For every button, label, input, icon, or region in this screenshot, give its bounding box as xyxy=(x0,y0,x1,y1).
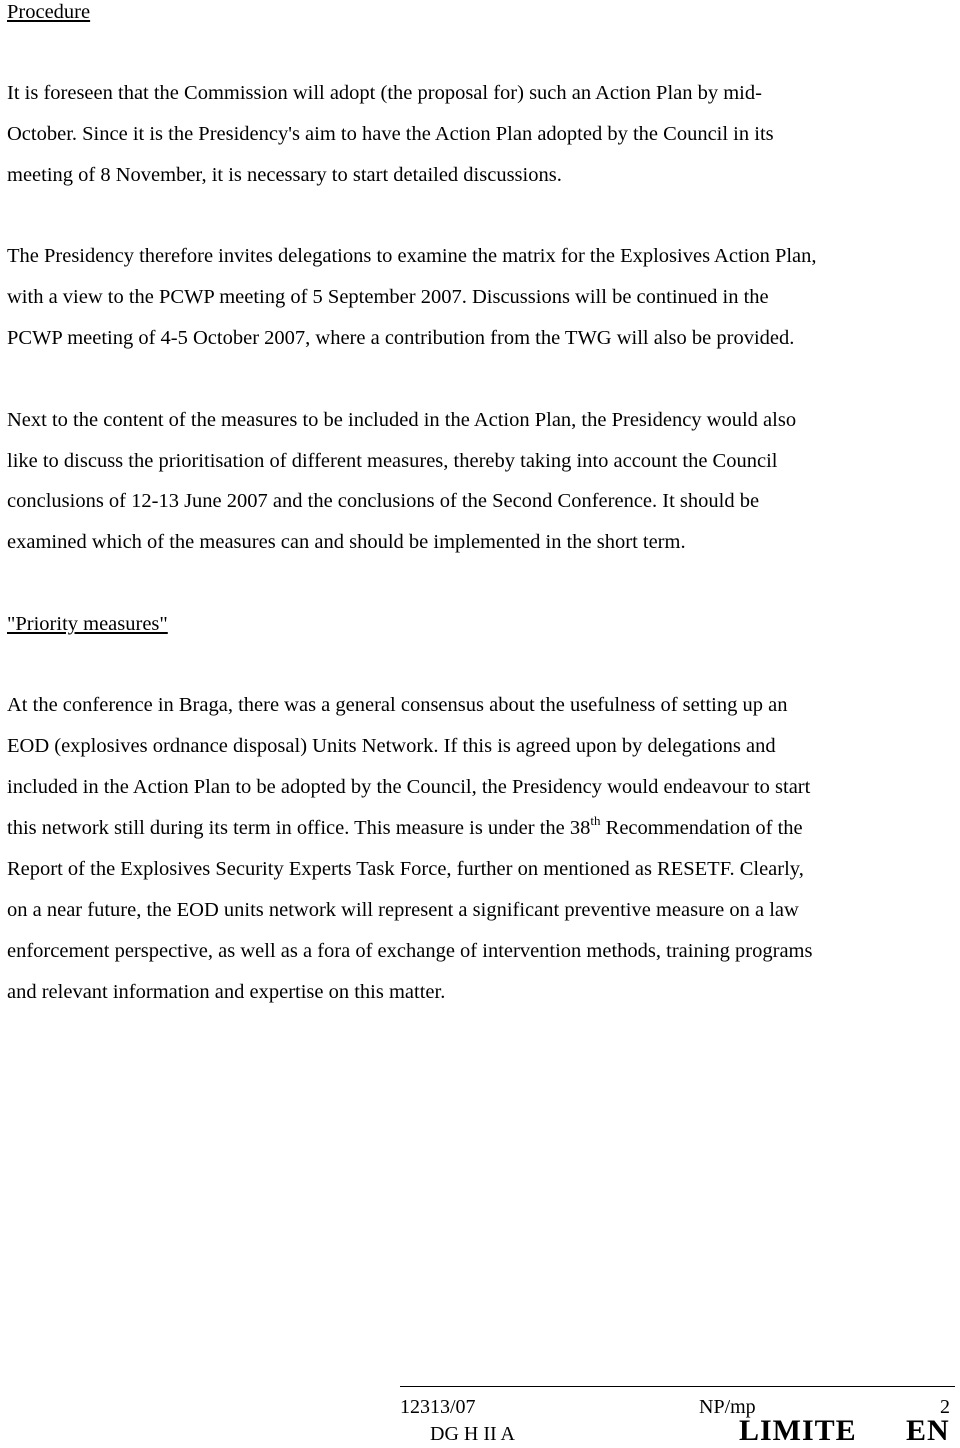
paragraph-line: At the conference in Braga, there was a general consensus about the usefulness of setting up an xyxy=(7,694,788,716)
page-number: 2 xyxy=(940,1396,950,1418)
paragraph-line xyxy=(7,813,803,840)
author-initials: NP/mp xyxy=(699,1396,756,1418)
paragraph-line: The Presidency therefore invites delegations to examine the matrix for the Explosives Action Plan, xyxy=(7,245,817,267)
paragraph-line: It is foreseen that the Commission will adopt (the proposal for) such an Action Plan by mid- xyxy=(7,82,762,104)
priority-measures-heading: "Priority measures" xyxy=(7,613,168,635)
department-code: DG H II A xyxy=(430,1423,515,1445)
language-code: EN xyxy=(906,1414,950,1447)
paragraph-line: included in the Action Plan to be adopted by the Council, the Presidency would endeavour to start xyxy=(7,776,811,798)
paragraph-line: meeting of 8 November, it is necessary to start detailed discussions. xyxy=(7,164,562,186)
paragraph-line: and relevant information and expertise on this matter. xyxy=(7,981,446,1003)
classification-label: LIMITE xyxy=(739,1414,857,1447)
ordinal-superscript: th xyxy=(590,813,601,828)
line-text: this network still during its term in office. This measure is under the 38 xyxy=(7,817,591,839)
paragraph-line: conclusions of 12-13 June 2007 and the conclusions of the Second Conference. It should be xyxy=(7,490,760,512)
paragraph-line: with a view to the PCWP meeting of 5 September 2007. Discussions will be continued in the xyxy=(7,286,769,308)
paragraph-line: October. Since it is the Presidency's aim to have the Action Plan adopted by the Council in its xyxy=(7,123,774,145)
paragraph-line: like to discuss the prioritisation of different measures, thereby taking into account the Council xyxy=(7,450,778,472)
footer-divider xyxy=(400,1386,955,1387)
paragraph-line: Next to the content of the measures to be included in the Action Plan, the Presidency would also xyxy=(7,409,797,431)
paragraph-line: Report of the Explosives Security Experts Task Force, further on mentioned as RESETF. Clearly, xyxy=(7,858,804,880)
paragraph-line: on a near future, the EOD units network will represent a significant preventive measure on a law xyxy=(7,899,799,921)
paragraph-line: EOD (explosives ordnance disposal) Units Network. If this is agreed upon by delegations and xyxy=(7,735,776,757)
document-number: 12313/07 xyxy=(400,1396,476,1418)
line-text: Recommendation of the xyxy=(600,817,803,839)
paragraph-line: PCWP meeting of 4-5 October 2007, where a contribution from the TWG will also be provided. xyxy=(7,327,795,349)
paragraph-line: enforcement perspective, as well as a fora of exchange of intervention methods, training programs xyxy=(7,940,813,962)
procedure-heading: Procedure xyxy=(7,1,91,23)
paragraph-line: examined which of the measures can and should be implemented in the short term. xyxy=(7,531,686,553)
